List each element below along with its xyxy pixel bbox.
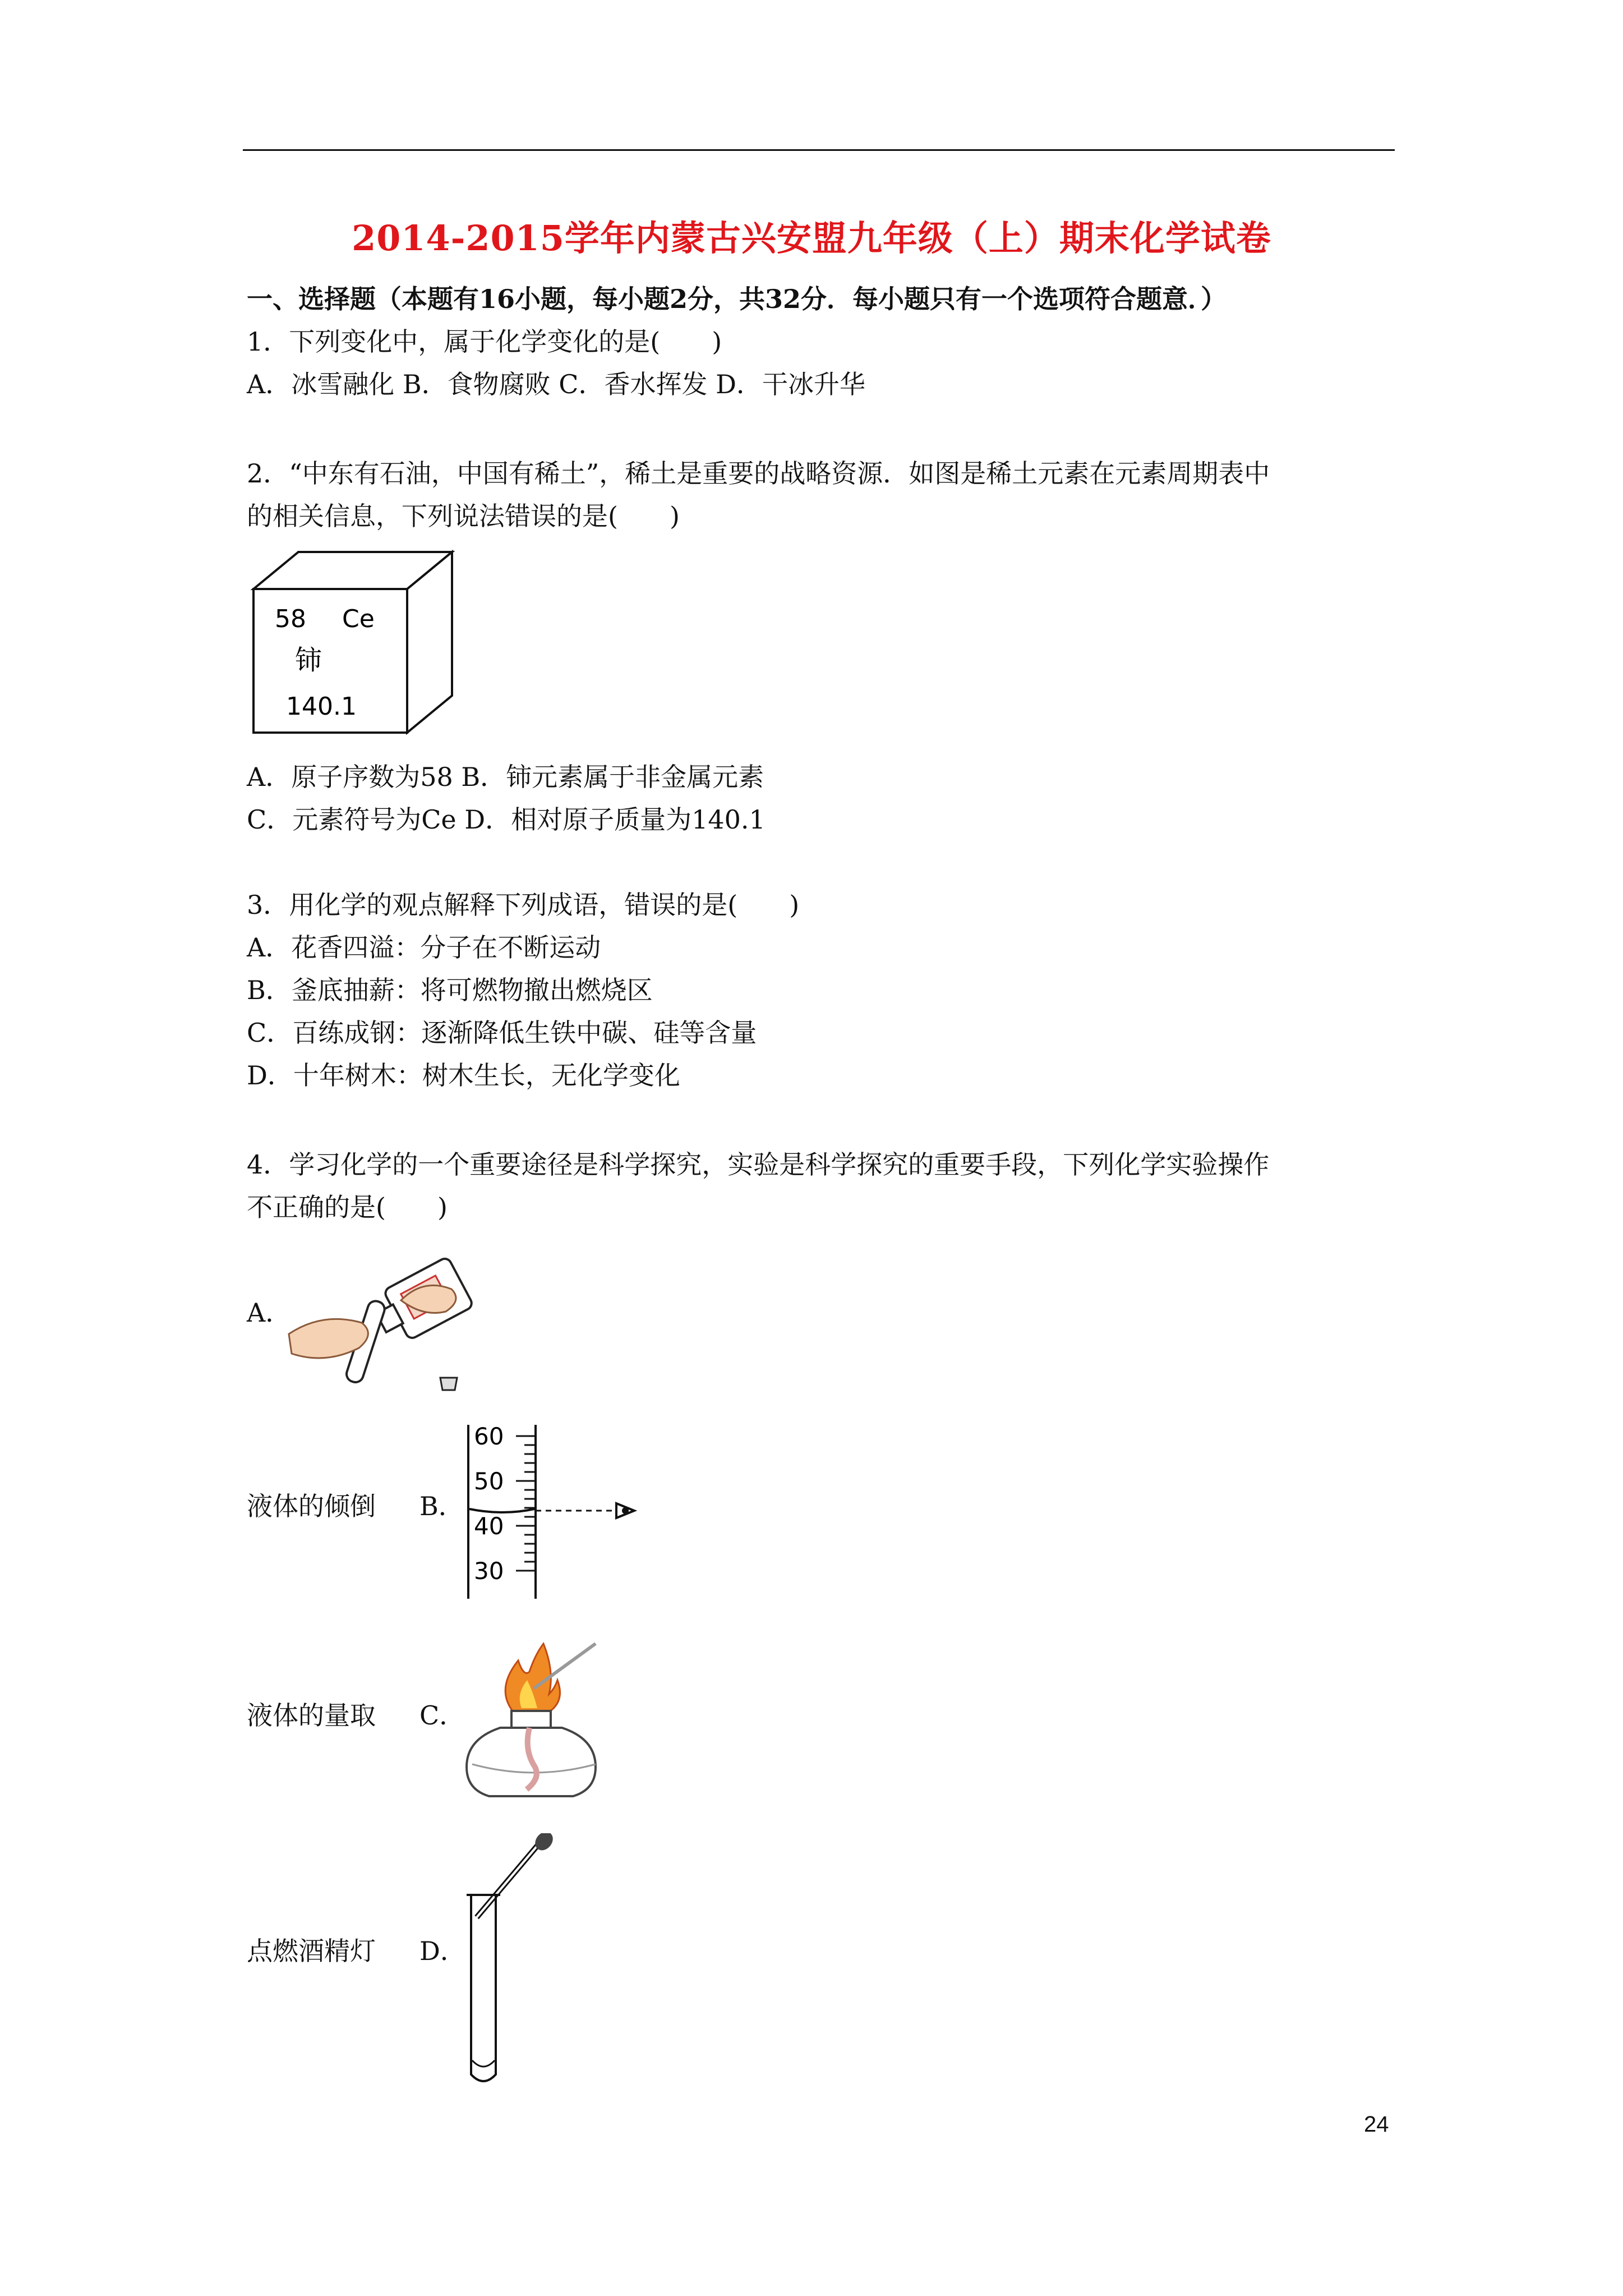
- dropper-figure: [454, 1833, 566, 2091]
- cylinder-tick-30: 30: [474, 1557, 504, 1585]
- q4-option-b-label: B．: [419, 1491, 464, 1521]
- q4-option-c-label: C．: [419, 1700, 465, 1731]
- element-cube-figure: [250, 549, 458, 751]
- graduated-cylinder-figure: [457, 1419, 642, 1604]
- pouring-liquid-figure: [283, 1250, 491, 1396]
- q3-option-c: C．百练成钢：逐渐降低生铁中碳、硅等含量: [247, 1018, 757, 1048]
- q2-stem-line2: 的相关信息，下列说法错误的是( ): [247, 501, 680, 531]
- q4-option-c-caption: 液体的量取: [247, 1700, 376, 1731]
- cylinder-tick-40: 40: [474, 1512, 504, 1540]
- element-name: 铈: [295, 645, 322, 676]
- page-number: 24: [1364, 2112, 1389, 2137]
- q2-stem-line1: 2．“中东有石油，中国有稀土”，稀土是重要的战略资源．如图是稀土元素在元素周期表中: [247, 458, 1270, 489]
- q3-option-b: B．釜底抽薪：将可燃物撤出燃烧区: [247, 975, 653, 1005]
- q4-option-d-label: D．: [419, 1936, 466, 1966]
- q4-stem-line1: 4．学习化学的一个重要途径是科学探究，实验是科学探究的重要手段，下列化学实验操作: [247, 1149, 1270, 1180]
- alcohol-lamp-figure: [461, 1627, 607, 1806]
- q2-options-line1: A．原子序数为58 B．铈元素属于非金属元素: [247, 762, 764, 792]
- page-title: 2014-2015学年内蒙古兴安盟九年级（上）期末化学试卷: [352, 218, 1271, 259]
- element-symbol: Ce: [342, 605, 375, 633]
- cylinder-tick-50: 50: [474, 1467, 504, 1495]
- q1-stem: 1．下列变化中，属于化学变化的是( ): [247, 326, 722, 357]
- q4-option-d-caption: 点燃酒精灯: [247, 1936, 376, 1966]
- q3-stem: 3．用化学的观点解释下列成语，错误的是( ): [247, 890, 800, 920]
- element-mass: 140.1: [286, 692, 357, 721]
- q4-option-b-caption: 液体的倾倒: [247, 1491, 376, 1521]
- q2-options-line2: C．元素符号为Ce D．相对原子质量为140.1: [247, 804, 766, 835]
- element-number: 58: [275, 605, 306, 633]
- q4-stem-line2: 不正确的是( ): [247, 1192, 448, 1222]
- cylinder-tick-60: 60: [474, 1423, 504, 1450]
- q3-option-d: D．十年树木：树木生长，无化学变化: [247, 1060, 680, 1091]
- q4-option-a-label: A．: [247, 1297, 292, 1328]
- q1-options: A．冰雪融化 B．食物腐败 C．香水挥发 D．干冰升华: [247, 369, 865, 399]
- header-rule: [243, 149, 1395, 151]
- q3-option-a: A．花香四溢：分子在不断运动: [247, 932, 601, 963]
- section-heading: 一、选择题（本题有16小题，每小题2分，共32分．每小题只有一个选项符合题意．）: [247, 284, 1227, 314]
